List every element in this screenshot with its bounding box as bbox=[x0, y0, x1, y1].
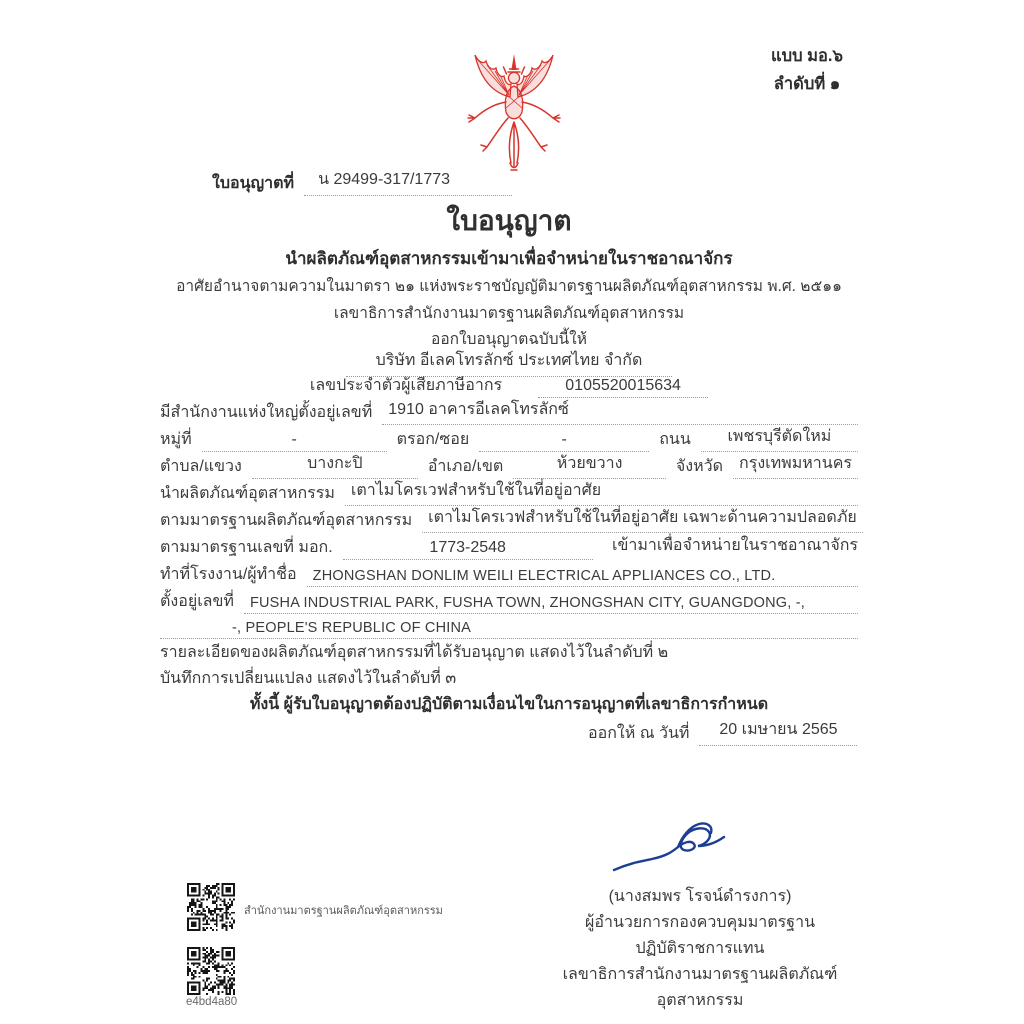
signatory-title-1: ผู้อำนวยการกองควบคุมมาตรฐาน bbox=[585, 914, 815, 931]
tax-id-row bbox=[160, 374, 858, 398]
condition-note-line bbox=[160, 693, 858, 717]
signatory-title-3: เลขาธิการสำนักงานมาตรฐานผลิตภัณฑ์อุตสาหกรรม bbox=[562, 966, 838, 1009]
import-purpose-text: เข้ามาเพื่อจำหน่ายในราชอาณาจักร bbox=[611, 537, 858, 554]
form-code-block bbox=[752, 42, 862, 98]
company-name-line bbox=[160, 348, 858, 372]
signatory-block bbox=[528, 884, 872, 1014]
issue-date-row bbox=[588, 720, 857, 746]
document-subtitle: นำผลิตภัณฑ์อุตสาหกรรมเข้ามาเพื่อจำหน่ายในราชอาณาจักร bbox=[285, 249, 733, 268]
license-number-label: ใบอนุญาตที่ bbox=[212, 175, 295, 192]
head-office-value: 1910 อาคารอีเลคโทรลักซ์ bbox=[382, 397, 858, 425]
soi-value: - bbox=[479, 431, 649, 452]
qr-code-tisi bbox=[187, 883, 235, 931]
issue-date-label: ออกให้ ณ วันที่ bbox=[588, 725, 690, 742]
product-label: นำผลิตภัณฑ์อุตสาหกรรม bbox=[160, 485, 335, 502]
moo-soi-road-row bbox=[160, 428, 858, 452]
subdistrict-label: ตำบล/แขวง bbox=[160, 458, 242, 475]
document-title: ใบอนุญาต bbox=[446, 205, 572, 236]
company-name: บริษัท อีเลคโทรลักซ์ ประเทศไทย จำกัด bbox=[346, 348, 673, 377]
standard-label: ตามมาตรฐานผลิตภัณฑ์อุตสาหกรรม bbox=[160, 512, 413, 529]
province-label: จังหวัด bbox=[675, 458, 724, 475]
tax-id-label: เลขประจำตัวผู้เสียภาษีอากร bbox=[309, 377, 503, 394]
road-value: เพชรบุรีตัดใหม่ bbox=[701, 424, 858, 452]
legal-basis-line: อาศัยอำนาจตามความในมาตรา ๒๑ แห่งพระราชบัญญัติมาตรฐานผลิตภัณฑ์อุตสาหกรรม พ.ศ. ๒๕๑๑ bbox=[176, 278, 842, 295]
moo-label: หมู่ที่ bbox=[160, 431, 192, 448]
factory-address-line1: FUSHA INDUSTRIAL PARK, FUSHA TOWN, ZHONGSHAN CITY, GUANGDONG, -, bbox=[244, 595, 858, 614]
factory-row bbox=[160, 563, 858, 587]
standard-number-value: 1773-2548 bbox=[343, 539, 593, 560]
detail-note-text: รายละเอียดของผลิตภัณฑ์อุตสาหกรรมที่ได้รับอนุญาต แสดงไว้ในลำดับที่ ๒ bbox=[160, 644, 669, 661]
condition-note-text: ทั้งนี้ ผู้รับใบอนุญาตต้องปฏิบัติตามเงื่อนไขในการอนุญาตที่เลขาธิการกำหนด bbox=[249, 696, 769, 713]
form-code: แบบ มอ.๖ bbox=[770, 47, 843, 65]
license-number-row bbox=[212, 170, 512, 196]
head-office-label: มีสำนักงานแห่งใหญ่ตั้งอยู่เลขที่ bbox=[160, 404, 373, 421]
standard-value: เตาไมโครเวฟสำหรับใช้ในที่อยู่อาศัย เฉพาะด้านความปลอดภัย bbox=[422, 505, 863, 533]
district-value: ห้วยขวาง bbox=[513, 451, 666, 479]
province-value: กรุงเทพมหานคร bbox=[733, 451, 858, 479]
standard-number-label: ตามมาตรฐานเลขที่ มอก. bbox=[160, 539, 333, 556]
factory-label: ทำที่โรงงาน/ผู้ทำชื่อ bbox=[160, 566, 297, 583]
qr-code-verification-caption: e4bd4a80 bbox=[186, 996, 238, 1008]
signatory-name: (นางสมพร โรจน์ดำรงการ) bbox=[608, 888, 792, 905]
district-label: อำเภอ/เขต bbox=[427, 458, 504, 475]
grant-line: ออกใบอนุญาตฉบับนี้ให้ bbox=[431, 331, 587, 348]
factory-address-line2: -, PEOPLE'S REPUBLIC OF CHINA bbox=[160, 620, 858, 639]
tax-id-value: 0105520015634 bbox=[538, 377, 708, 398]
subdistrict-value: บางกะปิ bbox=[252, 451, 418, 479]
subdistrict-district-province-row bbox=[160, 455, 858, 479]
factory-address-label: ตั้งอยู่เลขที่ bbox=[160, 593, 234, 610]
product-value: เตาไมโครเวฟสำหรับใช้ในที่อยู่อาศัย bbox=[345, 478, 858, 506]
road-label: ถนน bbox=[659, 431, 691, 448]
change-note-text: บันทึกการเปลี่ยนแปลง แสดงไว้ในลำดับที่ ๓ bbox=[160, 670, 457, 687]
standard-row bbox=[160, 509, 858, 533]
soi-label: ตรอก/ซอย bbox=[396, 431, 470, 448]
standard-number-row bbox=[160, 536, 858, 560]
factory-address-row bbox=[160, 590, 858, 614]
head-office-row bbox=[160, 401, 858, 425]
product-row bbox=[160, 482, 858, 506]
qr-code-tisi-caption: สำนักงานมาตรฐานผลิตภัณฑ์อุตสาหกรรม bbox=[244, 905, 443, 917]
moo-value: - bbox=[202, 431, 387, 452]
issue-date-value: 20 เมษายน 2565 bbox=[699, 717, 857, 746]
factory-address-row-2 bbox=[160, 615, 858, 639]
signature-ink-icon bbox=[608, 818, 742, 878]
issuer-line: เลขาธิการสำนักงานมาตรฐานผลิตภัณฑ์อุตสาหกรรม bbox=[333, 305, 685, 322]
signatory-title-2: ปฏิบัติราชการแทน bbox=[635, 940, 765, 957]
qr-code-verification bbox=[187, 947, 235, 995]
change-note-line bbox=[160, 667, 858, 691]
license-number-value: น 29499-317/1773 bbox=[304, 167, 512, 196]
detail-note-line bbox=[160, 641, 858, 665]
sequence-number: ลำดับที่ ๑ bbox=[773, 75, 841, 93]
factory-name-value: ZHONGSHAN DONLIM WEILI ELECTRICAL APPLIANCES CO., LTD. bbox=[307, 568, 858, 587]
